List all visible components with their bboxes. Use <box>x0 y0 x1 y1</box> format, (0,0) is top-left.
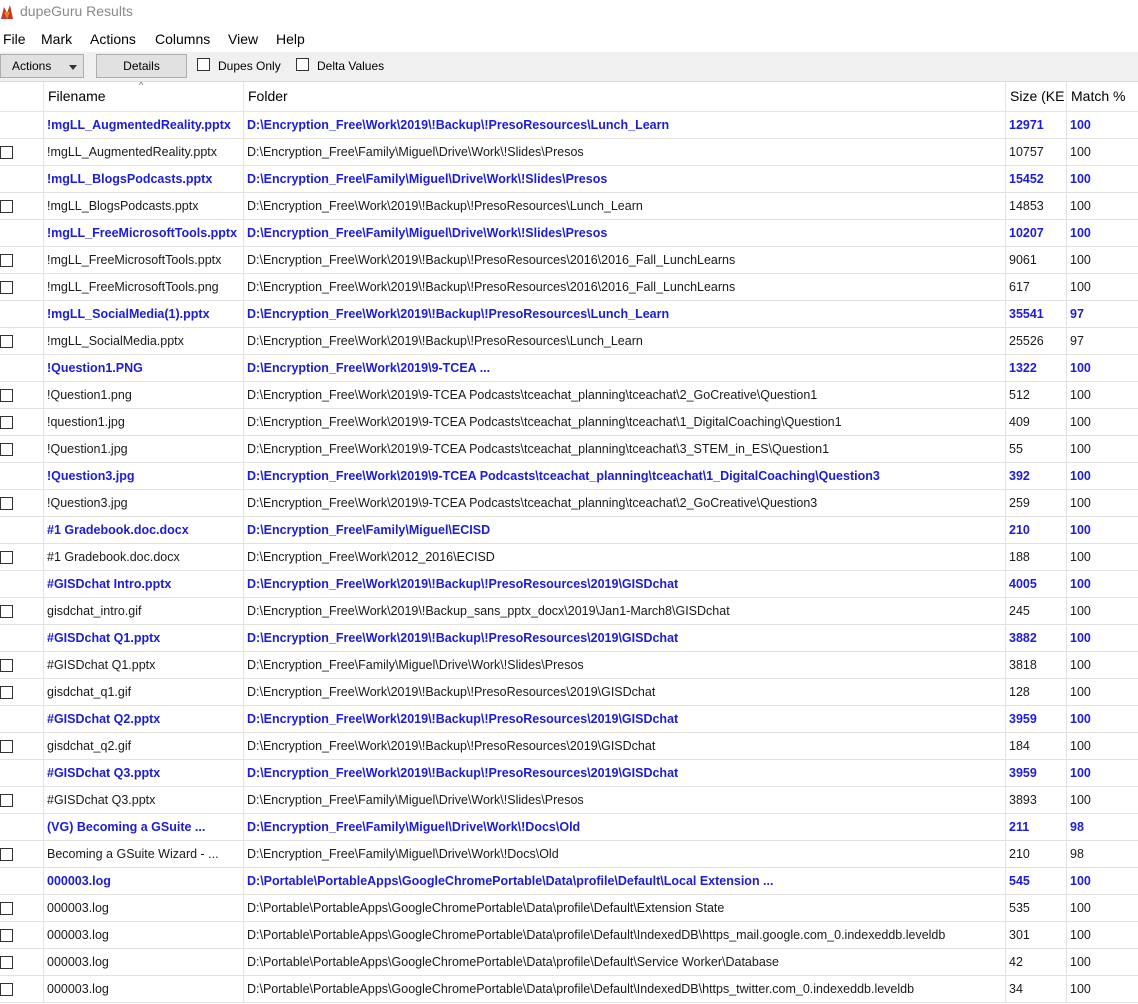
cell-match: 100 <box>1066 679 1138 705</box>
cell-folder: D:\Encryption_Free\Work\2019\!Backup\!PresoResources\Lunch_Learn <box>243 193 1005 219</box>
cell-match: 100 <box>1066 490 1138 516</box>
delta-values-checkbox[interactable] <box>296 58 309 71</box>
row-mark-checkbox[interactable] <box>0 281 13 294</box>
cell-folder: D:\Encryption_Free\Work\2019\9-TCEA Podcasts\tceachat_planning\tceachat\2_GoCreative\Question3 <box>243 490 1005 516</box>
table-row[interactable] <box>0 193 1138 220</box>
cell-folder: D:\Portable\PortableApps\GoogleChromePortable\Data\profile\Default\Extension State <box>243 895 1005 921</box>
cell-filename: 000003.log <box>43 895 243 921</box>
table-header <box>0 82 1138 112</box>
cell-size: 3818 <box>1005 652 1066 678</box>
cell-folder: D:\Encryption_Free\Work\2019\!Backup\!PresoResources\2016\2016_Fall_LunchLearns <box>243 274 1005 300</box>
cell-size: 3959 <box>1005 706 1066 732</box>
cell-match: 100 <box>1066 976 1138 1002</box>
table-row[interactable] <box>0 652 1138 679</box>
cell-size: 184 <box>1005 733 1066 759</box>
cell-size: 210 <box>1005 517 1066 543</box>
row-mark-checkbox[interactable] <box>0 659 13 672</box>
cell-filename: #GISDchat Q1.pptx <box>43 625 243 651</box>
cell-filename: !Question1.PNG <box>43 355 243 381</box>
cell-match: 100 <box>1066 895 1138 921</box>
cell-size: 409 <box>1005 409 1066 435</box>
table-row-reference[interactable] <box>0 112 1138 139</box>
cell-folder: D:\Encryption_Free\Work\2019\!Backup\!PresoResources\2019\GISDchat <box>243 733 1005 759</box>
table-row-reference[interactable] <box>0 517 1138 544</box>
dupes-only-checkbox[interactable] <box>197 58 210 71</box>
row-mark-checkbox[interactable] <box>0 983 13 996</box>
cell-match: 100 <box>1066 598 1138 624</box>
table-row[interactable] <box>0 598 1138 625</box>
column-header-match[interactable]: Match % <box>1066 82 1138 111</box>
table-row-reference[interactable] <box>0 571 1138 598</box>
cell-folder: D:\Encryption_Free\Work\2019\9-TCEA Podcasts\tceachat_planning\tceachat\1_DigitalCoaching\Question1 <box>243 409 1005 435</box>
table-row[interactable] <box>0 922 1138 949</box>
table-row[interactable] <box>0 409 1138 436</box>
cell-folder: D:\Encryption_Free\Family\Miguel\Drive\Work\!Slides\Presos <box>243 787 1005 813</box>
cell-filename: !mgLL_BlogsPodcasts.pptx <box>43 166 243 192</box>
cell-size: 15452 <box>1005 166 1066 192</box>
row-mark-checkbox[interactable] <box>0 686 13 699</box>
row-mark-checkbox[interactable] <box>0 416 13 429</box>
cell-filename: !mgLL_AugmentedReality.pptx <box>43 112 243 138</box>
dupeguru-app-icon <box>0 4 14 20</box>
menu-bar <box>0 27 1138 51</box>
cell-match: 100 <box>1066 949 1138 975</box>
results-table <box>0 82 1138 1004</box>
column-header-filename[interactable]: Filename <box>43 82 243 111</box>
cell-folder: D:\Encryption_Free\Work\2019\!Backup\!PresoResources\2019\GISDchat <box>243 760 1005 786</box>
cell-folder: D:\Encryption_Free\Family\Miguel\Drive\Work\!Docs\Old <box>243 841 1005 867</box>
cell-match: 100 <box>1066 355 1138 381</box>
table-row[interactable] <box>0 274 1138 301</box>
cell-folder: D:\Encryption_Free\Work\2019\!Backup_sans_pptx_docx\2019\Jan1-March8\GISDchat <box>243 598 1005 624</box>
row-mark-checkbox[interactable] <box>0 848 13 861</box>
cell-filename: !Question3.jpg <box>43 463 243 489</box>
row-mark-checkbox[interactable] <box>0 605 13 618</box>
cell-match: 100 <box>1066 463 1138 489</box>
cell-size: 512 <box>1005 382 1066 408</box>
sort-ascending-icon: ^ <box>139 82 144 90</box>
cell-size: 10757 <box>1005 139 1066 165</box>
cell-match: 100 <box>1066 274 1138 300</box>
cell-size: 3882 <box>1005 625 1066 651</box>
cell-match: 100 <box>1066 922 1138 948</box>
table-row[interactable] <box>0 139 1138 166</box>
menu-file[interactable]: File <box>3 31 26 47</box>
cell-filename: Becoming a GSuite Wizard - ... <box>43 841 243 867</box>
cell-folder: D:\Encryption_Free\Family\Miguel\Drive\Work\!Docs\Old <box>243 814 1005 840</box>
cell-size: 14853 <box>1005 193 1066 219</box>
menu-columns[interactable]: Columns <box>155 31 211 47</box>
cell-filename: 000003.log <box>43 868 243 894</box>
cell-size: 545 <box>1005 868 1066 894</box>
cell-filename: !Question1.jpg <box>43 436 243 462</box>
table-row[interactable] <box>0 841 1138 868</box>
table-row[interactable] <box>0 976 1138 1003</box>
table-row-reference[interactable] <box>0 463 1138 490</box>
cell-size: 259 <box>1005 490 1066 516</box>
cell-folder: D:\Encryption_Free\Family\Miguel\ECISD <box>243 517 1005 543</box>
cell-filename: #1 Gradebook.doc.docx <box>43 517 243 543</box>
cell-folder: D:\Encryption_Free\Work\2019\9-TCEA Podcasts\tceachat_planning\tceachat\3_STEM_in_ES\Question1 <box>243 436 1005 462</box>
table-row[interactable] <box>0 328 1138 355</box>
cell-filename: !mgLL_FreeMicrosoftTools.png <box>43 274 243 300</box>
cell-filename: #GISDchat Intro.pptx <box>43 571 243 597</box>
cell-filename: !Question3.jpg <box>43 490 243 516</box>
cell-filename: 000003.log <box>43 949 243 975</box>
table-row-reference[interactable] <box>0 301 1138 328</box>
table-row[interactable] <box>0 733 1138 760</box>
table-row-reference[interactable] <box>0 625 1138 652</box>
cell-folder: D:\Portable\PortableApps\GoogleChromePortable\Data\profile\Default\Service Worker\Database <box>243 949 1005 975</box>
cell-folder: D:\Portable\PortableApps\GoogleChromePortable\Data\profile\Default\IndexedDB\https_twitter.com_0.indexeddb.leveldb <box>243 976 1005 1002</box>
cell-match: 100 <box>1066 409 1138 435</box>
cell-filename: gisdchat_q2.gif <box>43 733 243 759</box>
row-mark-checkbox[interactable] <box>0 902 13 915</box>
cell-match: 97 <box>1066 301 1138 327</box>
menu-help[interactable]: Help <box>276 31 305 47</box>
cell-size: 12971 <box>1005 112 1066 138</box>
cell-folder: D:\Encryption_Free\Work\2019\9-TCEA Podcasts\tceachat_planning\tceachat\2_GoCreative\Question1 <box>243 382 1005 408</box>
cell-size: 188 <box>1005 544 1066 570</box>
cell-size: 617 <box>1005 274 1066 300</box>
cell-folder: D:\Encryption_Free\Work\2019\!Backup\!PresoResources\Lunch_Learn <box>243 301 1005 327</box>
cell-filename: #1 Gradebook.doc.docx <box>43 544 243 570</box>
cell-filename: 000003.log <box>43 922 243 948</box>
table-row-reference[interactable] <box>0 355 1138 382</box>
cell-size: 392 <box>1005 463 1066 489</box>
cell-folder: D:\Encryption_Free\Work\2019\!Backup\!PresoResources\Lunch_Learn <box>243 112 1005 138</box>
cell-folder: D:\Encryption_Free\Work\2019\9-TCEA ... <box>243 355 1005 381</box>
cell-size: 3959 <box>1005 760 1066 786</box>
cell-match: 100 <box>1066 193 1138 219</box>
row-mark-checkbox[interactable] <box>0 335 13 348</box>
cell-size: 9061 <box>1005 247 1066 273</box>
cell-filename: #GISDchat Q3.pptx <box>43 760 243 786</box>
table-row[interactable] <box>0 436 1138 463</box>
cell-filename: #GISDchat Q3.pptx <box>43 787 243 813</box>
row-mark-checkbox[interactable] <box>0 956 13 969</box>
cell-match: 100 <box>1066 220 1138 246</box>
row-mark-checkbox[interactable] <box>0 200 13 213</box>
cell-filename: gisdchat_intro.gif <box>43 598 243 624</box>
row-mark-checkbox[interactable] <box>0 254 13 267</box>
cell-filename: !mgLL_SocialMedia.pptx <box>43 328 243 354</box>
cell-size: 42 <box>1005 949 1066 975</box>
cell-match: 100 <box>1066 733 1138 759</box>
cell-folder: D:\Encryption_Free\Family\Miguel\Drive\Work\!Slides\Presos <box>243 220 1005 246</box>
cell-filename: #GISDchat Q1.pptx <box>43 652 243 678</box>
cell-filename: gisdchat_q1.gif <box>43 679 243 705</box>
cell-size: 301 <box>1005 922 1066 948</box>
cell-folder: D:\Encryption_Free\Work\2019\!Backup\!PresoResources\2019\GISDchat <box>243 625 1005 651</box>
cell-size: 55 <box>1005 436 1066 462</box>
cell-size: 25526 <box>1005 328 1066 354</box>
cell-folder: D:\Encryption_Free\Family\Miguel\Drive\Work\!Slides\Presos <box>243 166 1005 192</box>
row-mark-checkbox[interactable] <box>0 497 13 510</box>
cell-folder: D:\Encryption_Free\Family\Miguel\Drive\Work\!Slides\Presos <box>243 652 1005 678</box>
table-row-reference[interactable] <box>0 760 1138 787</box>
table-row[interactable] <box>0 247 1138 274</box>
cell-folder: D:\Portable\PortableApps\GoogleChromePortable\Data\profile\Default\Local Extension ... <box>243 868 1005 894</box>
cell-filename: !mgLL_SocialMedia(1).pptx <box>43 301 243 327</box>
cell-folder: D:\Encryption_Free\Family\Miguel\Drive\Work\!Slides\Presos <box>243 139 1005 165</box>
cell-folder: D:\Encryption_Free\Work\2019\9-TCEA Podcasts\tceachat_planning\tceachat\1_DigitalCoaching\Question3 <box>243 463 1005 489</box>
menu-view[interactable]: View <box>228 31 259 47</box>
table-row-reference[interactable] <box>0 166 1138 193</box>
cell-match: 98 <box>1066 841 1138 867</box>
cell-filename: #GISDchat Q2.pptx <box>43 706 243 732</box>
delta-values-label: Delta Values <box>317 59 385 73</box>
table-row[interactable] <box>0 679 1138 706</box>
cell-size: 10207 <box>1005 220 1066 246</box>
cell-folder: D:\Encryption_Free\Work\2019\!Backup\!PresoResources\2019\GISDchat <box>243 571 1005 597</box>
row-mark-checkbox[interactable] <box>0 443 13 456</box>
cell-size: 3893 <box>1005 787 1066 813</box>
dupes-only-label: Dupes Only <box>218 59 281 73</box>
cell-match: 100 <box>1066 436 1138 462</box>
cell-filename: !question1.jpg <box>43 409 243 435</box>
row-mark-checkbox[interactable] <box>0 794 13 807</box>
cell-folder: D:\Encryption_Free\Work\2019\!Backup\!PresoResources\2019\GISDchat <box>243 706 1005 732</box>
row-mark-checkbox[interactable] <box>0 929 13 942</box>
menu-mark[interactable]: Mark <box>41 31 73 47</box>
cell-match: 100 <box>1066 625 1138 651</box>
table-row[interactable] <box>0 787 1138 814</box>
cell-size: 211 <box>1005 814 1066 840</box>
column-header-folder[interactable]: Folder <box>243 82 1005 111</box>
row-mark-checkbox[interactable] <box>0 146 13 159</box>
cell-size: 1322 <box>1005 355 1066 381</box>
cell-folder: D:\Encryption_Free\Work\2019\!Backup\!PresoResources\Lunch_Learn <box>243 328 1005 354</box>
cell-size: 210 <box>1005 841 1066 867</box>
cell-match: 100 <box>1066 517 1138 543</box>
cell-match: 100 <box>1066 247 1138 273</box>
cell-match: 100 <box>1066 706 1138 732</box>
cell-match: 100 <box>1066 382 1138 408</box>
cell-filename: !mgLL_BlogsPodcasts.pptx <box>43 193 243 219</box>
row-mark-checkbox[interactable] <box>0 389 13 402</box>
table-row-reference[interactable] <box>0 706 1138 733</box>
cell-match: 100 <box>1066 868 1138 894</box>
cell-filename: !Question1.png <box>43 382 243 408</box>
cell-match: 100 <box>1066 112 1138 138</box>
cell-folder: D:\Encryption_Free\Work\2019\!Backup\!PresoResources\2019\GISDchat <box>243 679 1005 705</box>
cell-size: 535 <box>1005 895 1066 921</box>
menu-actions[interactable]: Actions <box>90 31 136 47</box>
column-header-size[interactable]: Size (KE <box>1005 82 1066 111</box>
cell-match: 100 <box>1066 166 1138 192</box>
actions-dropdown-label: Actions <box>12 59 52 73</box>
cell-filename: (VG) Becoming a GSuite ... <box>43 814 243 840</box>
table-row[interactable] <box>0 544 1138 571</box>
cell-size: 4005 <box>1005 571 1066 597</box>
details-button[interactable]: Details <box>96 54 187 78</box>
actions-dropdown[interactable] <box>0 54 84 78</box>
cell-match: 100 <box>1066 760 1138 786</box>
cell-filename: !mgLL_AugmentedReality.pptx <box>43 139 243 165</box>
table-row[interactable] <box>0 382 1138 409</box>
table-row-reference[interactable] <box>0 814 1138 841</box>
window-title: dupeGuru Results <box>20 3 133 19</box>
table-row-reference[interactable] <box>0 868 1138 895</box>
cell-size: 128 <box>1005 679 1066 705</box>
cell-match: 100 <box>1066 652 1138 678</box>
title-bar <box>0 0 1138 26</box>
toolbar <box>0 52 1138 82</box>
cell-match: 100 <box>1066 787 1138 813</box>
row-mark-checkbox[interactable] <box>0 551 13 564</box>
cell-match: 100 <box>1066 139 1138 165</box>
cell-size: 34 <box>1005 976 1066 1002</box>
cell-match: 98 <box>1066 814 1138 840</box>
table-row[interactable] <box>0 895 1138 922</box>
chevron-down-icon <box>69 65 77 70</box>
cell-filename: 000003.log <box>43 976 243 1002</box>
cell-filename: !mgLL_FreeMicrosoftTools.pptx <box>43 247 243 273</box>
table-row-reference[interactable] <box>0 220 1138 247</box>
cell-match: 100 <box>1066 571 1138 597</box>
table-row[interactable] <box>0 949 1138 976</box>
cell-folder: D:\Portable\PortableApps\GoogleChromePortable\Data\profile\Default\IndexedDB\https_mail.google.com_0.indexeddb.leveldb <box>243 922 1005 948</box>
table-row[interactable] <box>0 490 1138 517</box>
cell-folder: D:\Encryption_Free\Work\2012_2016\ECISD <box>243 544 1005 570</box>
cell-folder: D:\Encryption_Free\Work\2019\!Backup\!PresoResources\2016\2016_Fall_LunchLearns <box>243 247 1005 273</box>
cell-match: 100 <box>1066 544 1138 570</box>
cell-match: 97 <box>1066 328 1138 354</box>
cell-size: 245 <box>1005 598 1066 624</box>
cell-size: 35541 <box>1005 301 1066 327</box>
cell-filename: !mgLL_FreeMicrosoftTools.pptx <box>43 220 243 246</box>
row-mark-checkbox[interactable] <box>0 740 13 753</box>
